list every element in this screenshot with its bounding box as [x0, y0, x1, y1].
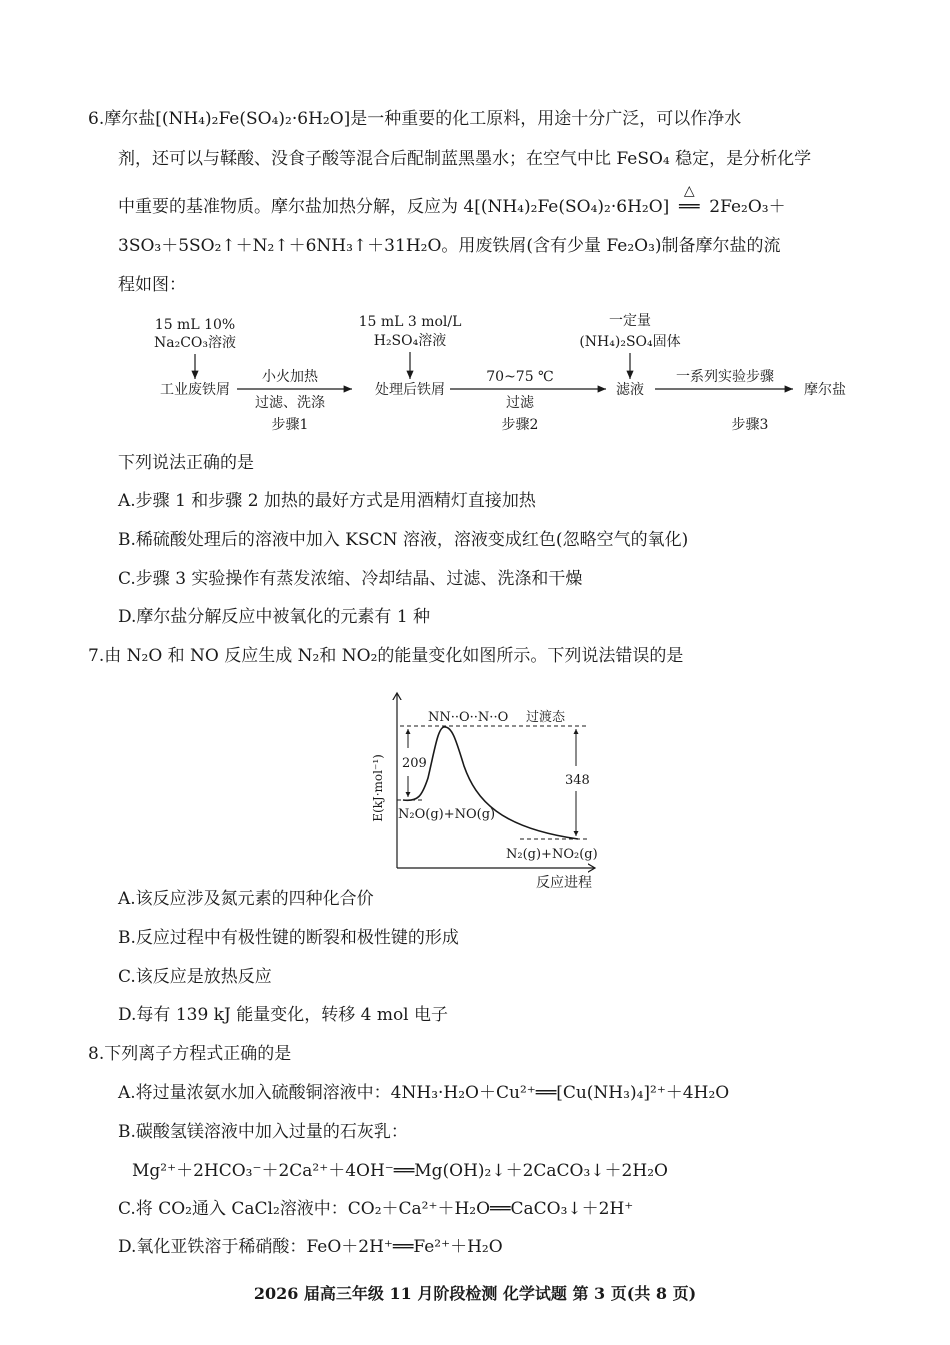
q6-option-a: A.步骤 1 和步骤 2 加热的最好方式是用酒精灯直接加热	[118, 491, 536, 511]
products-label: N₂(g)+NO₂(g)	[506, 847, 598, 862]
q8-stem: 8.下列离子方程式正确的是	[88, 1044, 292, 1064]
q6-line-2: 剂，还可以与鞣酸、没食子酸等混合后配制蓝黑墨水；在空气中比 FeSO₄ 稳定，是分析化学	[118, 149, 812, 169]
reagent3-line1: 一定量	[609, 313, 651, 329]
q6-option-c: C.步骤 3 实验操作有蒸发浓缩、冷却结晶、过滤、洗涤和干燥	[118, 569, 583, 589]
reaction-equals: △ ══	[669, 196, 709, 218]
q6-stem: 下列说法正确的是	[118, 453, 254, 473]
q6-line-3a: 中重要的基准物质。摩尔盐加热分解，反应为 4[(NH₄)₂Fe(SO₄)₂·6H₂O]	[118, 197, 670, 217]
q8-option-d: D.氧化亚铁溶于稀硝酸：FeO＋2H⁺══Fe²⁺＋H₂O	[118, 1237, 503, 1257]
reagent1-line2: Na₂CO₃溶液	[153, 335, 236, 351]
ea-value: 209	[402, 756, 427, 771]
node-filtrate: 滤液	[616, 382, 644, 398]
step3-label: 步骤3	[731, 417, 769, 433]
q6-option-d: D.摩尔盐分解反应中被氧化的元素有 1 种	[118, 607, 431, 627]
step2-label: 步骤2	[501, 417, 539, 433]
ts-label: 过渡态	[526, 710, 566, 725]
reagent2-line1: 15 mL 3 mol/L	[358, 314, 462, 330]
energy-curve	[403, 727, 578, 839]
step1-label: 步骤1	[271, 417, 309, 433]
reagent2-line2: H₂SO₄溶液	[373, 333, 447, 349]
arrow1-top: 小火加热	[262, 369, 318, 385]
q8-option-a: A.将过量浓氨水加入硫酸铜溶液中：4NH₃·H₂O＋Cu²⁺══[Cu(NH₃)₄]²⁺＋4H₂O	[118, 1083, 730, 1103]
q6-line-3b: 2Fe₂O₃＋	[709, 197, 786, 217]
x-axis-label: 反应进程	[536, 875, 592, 891]
reactants-label: N₂O(g)+NO(g)	[398, 807, 496, 822]
q6-line-5: 程如图：	[118, 275, 186, 295]
q7-option-d: D.每有 139 kJ 能量变化，转移 4 mol 电子	[118, 1005, 449, 1025]
arrow2-top: 70~75 ℃	[486, 369, 554, 385]
arrow2-bottom: 过滤	[506, 395, 534, 411]
node-treated-iron: 处理后铁屑	[375, 382, 445, 398]
reagent1-line1: 15 mL 10%	[154, 317, 236, 333]
q8-option-b: B.碳酸氢镁溶液中加入过量的石灰乳：	[118, 1122, 408, 1142]
q6-option-b: B.稀硫酸处理后的溶液中加入 KSCN 溶液，溶液变成红色(忽略空气的氧化)	[118, 530, 689, 550]
ts-structure: NN··O··N··O	[428, 710, 509, 725]
q7-stem: 7.由 N₂O 和 NO 反应生成 N₂和 NO₂的能量变化如图所示。下列说法错误的是	[88, 646, 684, 666]
q7-option-c: C.该反应是放热反应	[118, 967, 272, 987]
q8-option-b-equation: Mg²⁺＋2HCO₃⁻＋2Ca²⁺＋4OH⁻══Mg(OH)₂↓＋2CaCO₃↓＋2H₂O	[132, 1161, 668, 1181]
heat-condition: △	[683, 183, 695, 199]
q7-option-a: A.该反应涉及氮元素的四种化合价	[118, 889, 374, 909]
energy-diagram	[360, 678, 630, 893]
page-footer: 2026 届高三年级 11 月阶段检测 化学试题 第 3 页(共 8 页)	[253, 1284, 697, 1303]
q6-line-1: 6.摩尔盐[(NH₄)₂Fe(SO₄)₂·6H₂O]是一种重要的化工原料，用途十分广泛，可以作净水	[88, 109, 742, 129]
y-axis-label: E(kJ·mol⁻¹)	[371, 754, 385, 822]
node-mohr-salt: 摩尔盐	[804, 382, 846, 398]
reverse-ea-value: 348	[565, 773, 590, 788]
node-waste-iron: 工业废铁屑	[160, 382, 230, 398]
arrow1-bottom: 过滤、洗涤	[255, 395, 325, 411]
arrow3-top: 一系列实验步骤	[676, 369, 774, 385]
q6-line-4: 3SO₃＋5SO₂↑＋N₂↑＋6NH₃↑＋31H₂O。用废铁屑(含有少量 Fe₂O₃)制备摩尔盐的流	[118, 236, 781, 256]
q8-option-c: C.将 CO₂通入 CaCl₂溶液中：CO₂＋Ca²⁺＋H₂O══CaCO₃↓＋2H⁺	[118, 1199, 634, 1219]
reagent3-line2: (NH₄)₂SO₄固体	[579, 334, 681, 350]
q7-option-b: B.反应过程中有极性键的断裂和极性键的形成	[118, 928, 459, 948]
flowchart-arrows	[0, 0, 950, 440]
